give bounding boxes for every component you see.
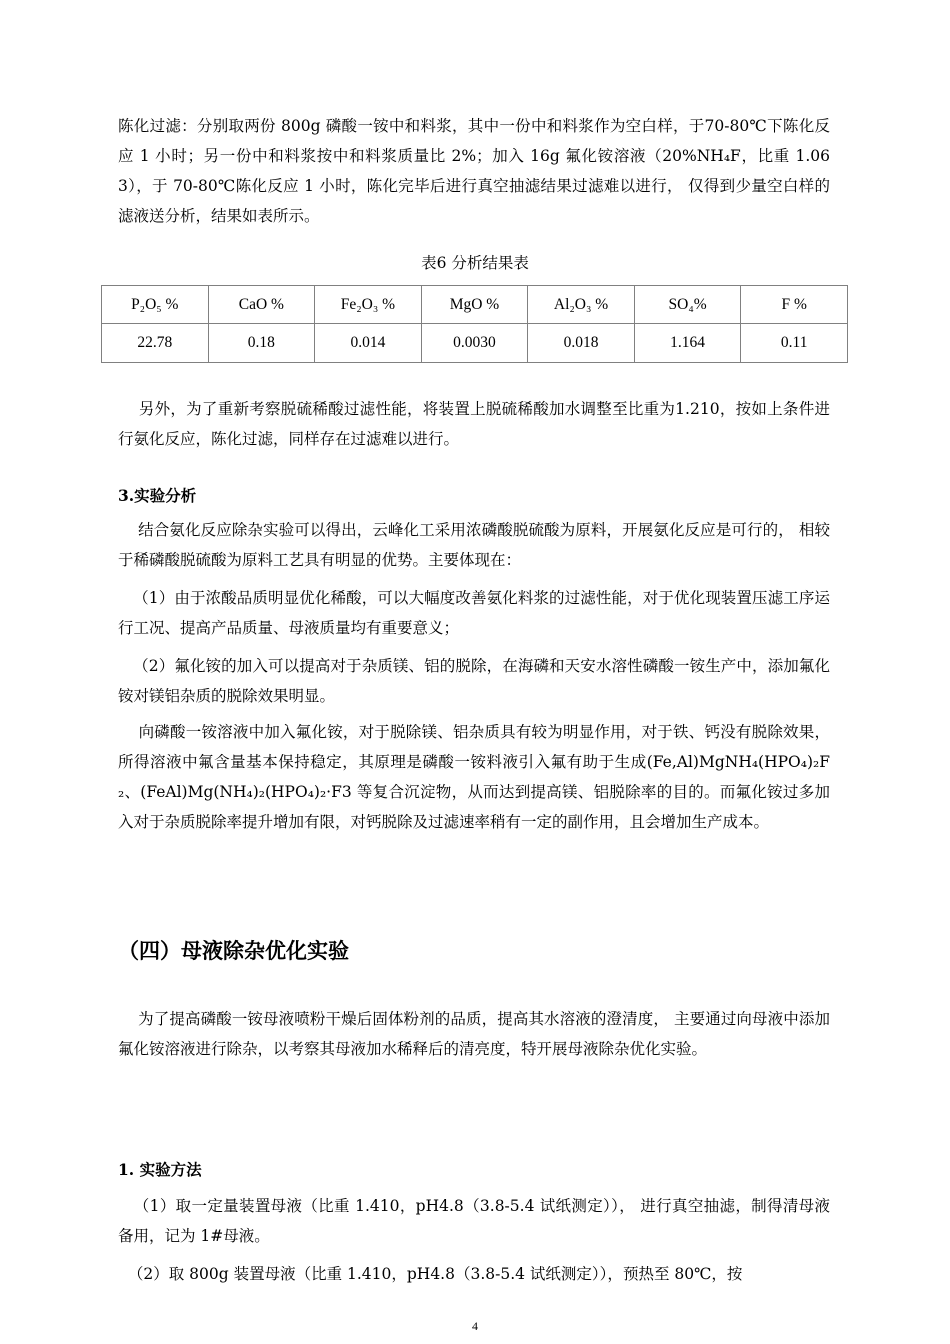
paragraph-point-1: （1）由于浓酸品质明显优化稀酸，可以大幅度改善氨化料浆的过滤性能，对于优化现装置压滤工序运行工况、提高产品质量、母液质量均有重要意义；: [118, 589, 830, 637]
paragraph-point-2: （2）氟化铵的加入可以提高对于杂质镁、铝的脱除，在海磷和天安水溶性磷酸一铵生产中，添加氟化铵对镁铝杂质的脱除效果明显。: [118, 657, 830, 705]
table-cell: 1.164: [634, 324, 741, 363]
table-caption: 表6 分析结果表: [421, 254, 529, 272]
table-cell: 0.018: [528, 324, 635, 363]
paragraph-method-2: （2）取 800g 装置母液（比重 1.410，pH4.8（3.8-5.4 试纸测定）），预热至 80℃，按: [118, 1265, 743, 1283]
heading-experiment-method: 1. 实验方法: [118, 1160, 202, 1179]
table-header-cell: CaO %: [208, 286, 315, 324]
table-cell: 0.18: [208, 324, 315, 363]
paragraph-mother-liquor-intro: 为了提高磷酸一铵母液喷粉干燥后固体粉剂的品质，提高其水溶液的澄清度， 主要通过向母液中添加氟化铵溶液进行除杂，以考察其母液加水稀释后的清亮度，特开展母液除杂优化实验。: [118, 1010, 830, 1058]
table-header-cell: F %: [741, 286, 848, 324]
table-header-cell: P₂O₅ %: [102, 286, 209, 324]
table-header-cell: Fe₂O₃ %: [315, 286, 422, 324]
table-header-cell: SO₄%: [634, 286, 741, 324]
table-header-cell: Al₂O₃ %: [528, 286, 635, 324]
table-header-cell: MgO %: [421, 286, 528, 324]
paragraph-fluoride-mechanism: 向磷酸一铵溶液中加入氟化铵，对于脱除镁、铝杂质具有较为明显作用，对于铁、钙没有脱除效果，所得溶液中氟含量基本保持稳定，其原理是磷酸一铵料液引入氟有助于生成(Fe,Al)MgNH₄(HPO₄)₂F₂、(FeAl)Mg(NH₄)₂(HPO₄)₂·F3 等复合沉淀物，从而达到提高镁、铝脱除率的目的。而氟化铵过多加入对于杂质脱除率提升增加有限，对钙脱除及过滤速率稍有一定的副作用，且会增加生产成本。: [118, 723, 830, 831]
paragraph-method-1: （1）取一定量装置母液（比重 1.410，pH4.8（3.8-5.4 试纸测定））， 进行真空抽滤，制得清母液备用，记为 1#母液。: [118, 1197, 831, 1245]
paragraph-aging-filtration: 陈化过滤：分别取两份 800g 磷酸一铵中和料浆，其中一份中和料浆作为空白样，于70-80℃下陈化反应 1 小时；另一份中和料浆按中和料浆质量比 2%；加入 16g 氟化铵溶液（20%NH₄F，比重 1.063），于 70-80℃陈化反应 1 小时，陈化完毕后进行真空抽滤结果过滤难以进行， 仅得到少量空白样的滤液送分析，结果如表所示。: [118, 117, 830, 225]
table-row: [102, 324, 848, 363]
section-title: （四）母液除杂优化实验: [118, 939, 349, 963]
analysis-results-table: [101, 285, 848, 363]
page-number: 4: [472, 1319, 478, 1333]
table-cell: 22.78: [102, 324, 209, 363]
table-cell: 0.014: [315, 324, 422, 363]
table-header-row: [102, 286, 848, 324]
table-cell: 0.0030: [421, 324, 528, 363]
paragraph-dilute-acid: 另外，为了重新考察脱硫稀酸过滤性能，将装置上脱硫稀酸加水调整至比重为1.210，按如上条件进行氨化反应，陈化过滤，同样存在过滤难以进行。: [118, 400, 830, 448]
heading-experiment-analysis: 3.实验分析: [118, 486, 197, 505]
paragraph-analysis-intro: 结合氨化反应除杂实验可以得出，云峰化工采用浓磷酸脱硫酸为原料，开展氨化反应是可行的， 相较于稀磷酸脱硫酸为原料工艺具有明显的优势。主要体现在：: [118, 521, 830, 569]
table-cell: 0.11: [741, 324, 848, 363]
